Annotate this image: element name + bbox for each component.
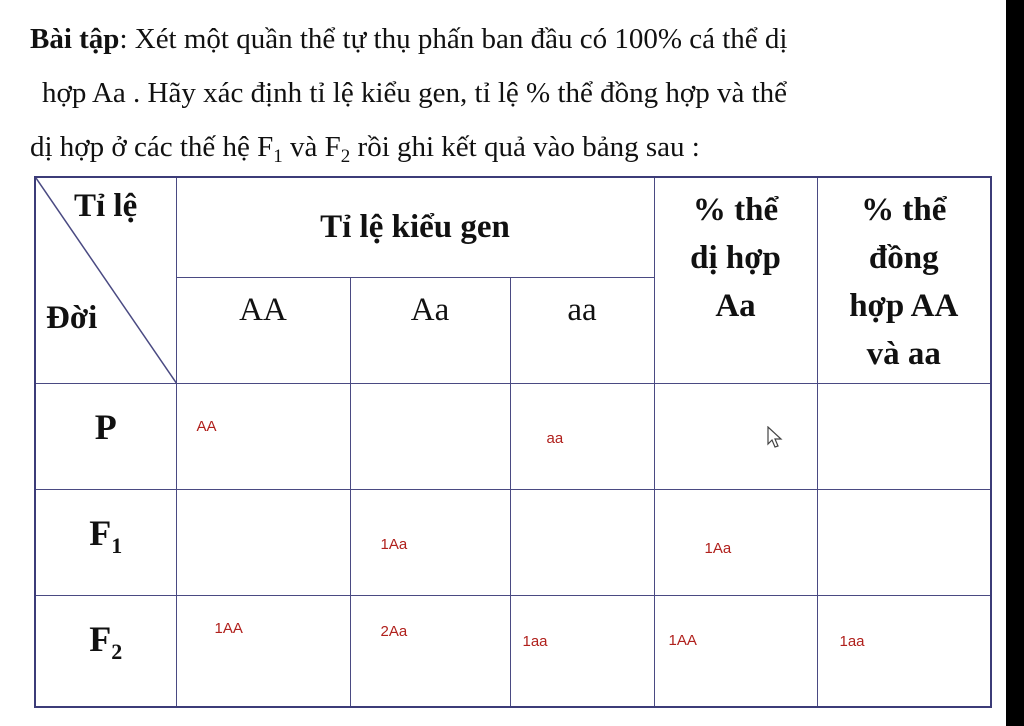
answer-P-AA: AA	[196, 417, 217, 435]
col-header-aa: aa	[510, 277, 654, 383]
cell-F1-homo[interactable]	[817, 489, 991, 595]
row-P	[35, 383, 991, 489]
answer-F2-hetero: 1AA	[668, 631, 697, 649]
answer-F2-AA: 1AA	[214, 619, 243, 637]
cell-F2-homo[interactable]	[817, 595, 991, 707]
exercise-text	[30, 12, 980, 174]
cell-F2-hetero[interactable]	[654, 595, 817, 707]
answer-F2-homo: 1aa	[839, 632, 865, 650]
answer-F2-aa: 1aa	[522, 632, 548, 650]
genotype-table	[34, 176, 992, 708]
answer-F2-Aa: 2Aa	[380, 622, 408, 640]
exercise-line-1: Bài tập: Xét một quần thể tự thụ phấn ban đầu có 100% cá thể dị	[30, 23, 788, 55]
screen-edge-bar	[1006, 0, 1024, 726]
row-label-F1: $F_1$	[35, 489, 176, 595]
cell-F1-hetero[interactable]	[654, 489, 817, 595]
cell-P-hetero[interactable]	[654, 383, 817, 489]
row-F2	[35, 595, 991, 707]
cell-P-aa[interactable]	[510, 383, 654, 489]
answer-F1-hetero: 1Aa	[704, 539, 732, 557]
cell-F2-aa[interactable]	[510, 595, 654, 707]
corner-label-ratio: Tỉ lệ	[74, 188, 138, 224]
col-header-Aa: Aa	[350, 277, 510, 383]
corner-label-generation: Đời	[46, 300, 98, 336]
exercise-label: Bài tập	[30, 23, 120, 55]
corner-cell	[35, 177, 176, 383]
cell-P-Aa[interactable]	[350, 383, 510, 489]
genotype-ratio-header: Tỉ lệ kiểu gen	[176, 177, 654, 277]
row-label-P: P	[35, 383, 176, 489]
row-F1	[35, 489, 991, 595]
cell-F2-Aa[interactable]	[350, 595, 510, 707]
cell-F1-AA[interactable]	[176, 489, 350, 595]
mouse-pointer-icon	[767, 426, 783, 448]
col-header-AA: AA	[176, 277, 350, 383]
cell-F1-aa[interactable]	[510, 489, 654, 595]
cell-F1-Aa[interactable]	[350, 489, 510, 595]
cell-P-homo[interactable]	[817, 383, 991, 489]
hetero-percent-header: % thể dị hợp Aa	[654, 177, 817, 383]
homo-percent-header: % thể đồng hợp AA và aa	[817, 177, 991, 383]
cell-F2-AA[interactable]	[176, 595, 350, 707]
header-row-1	[35, 177, 991, 277]
cell-P-AA[interactable]	[176, 383, 350, 489]
exercise-line-3: dị hợp ở các thế hệ $F_1$ và $F_2$ rồi ghi kết quả vào bảng sau :	[30, 131, 700, 167]
answer-F1-Aa: 1Aa	[380, 535, 408, 553]
row-label-F2: $F_2$	[35, 595, 176, 707]
answer-P-aa: aa	[546, 429, 564, 447]
exercise-line-2: hợp Aa . Hãy xác định tỉ lệ kiểu gen, tỉ lệ % thể đồng hợp và thể	[42, 77, 788, 109]
